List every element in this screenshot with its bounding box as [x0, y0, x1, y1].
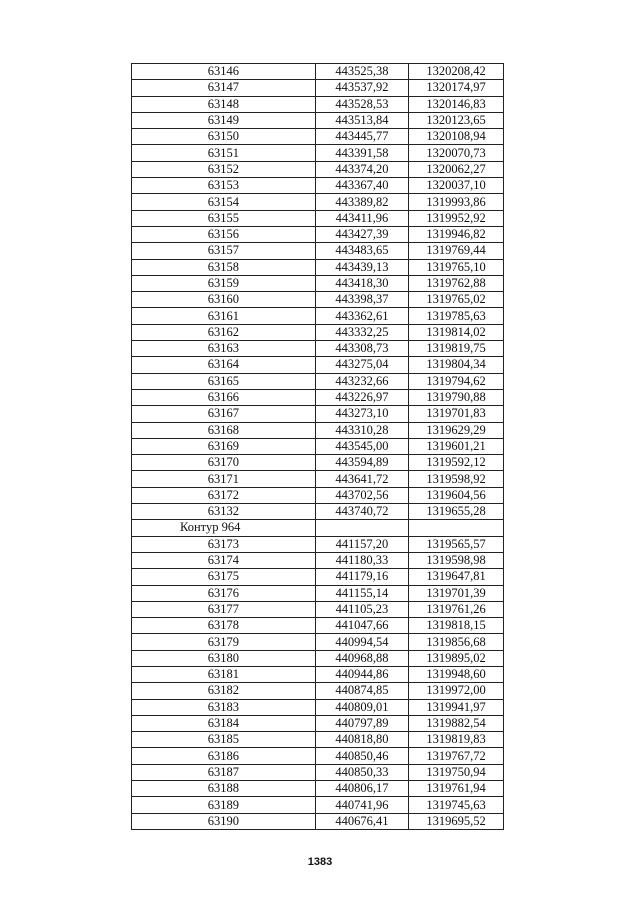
table-row — [132, 275, 504, 291]
x-coordinate-cell: 443308,73 — [315, 341, 408, 357]
point-id-cell: 63153 — [132, 178, 316, 194]
point-id-cell: 63149 — [132, 112, 316, 128]
table-row — [132, 438, 504, 454]
coordinate-table-body — [132, 64, 504, 830]
y-coordinate-cell: 1319818,15 — [409, 618, 504, 634]
point-id-cell: 63190 — [132, 813, 316, 829]
x-coordinate-cell: 443411,96 — [315, 210, 408, 226]
point-id-cell: 63163 — [132, 341, 316, 357]
x-coordinate-cell: 443545,00 — [315, 438, 408, 454]
empty-cell — [409, 520, 504, 536]
x-coordinate-cell: 443702,56 — [315, 487, 408, 503]
point-id-cell: 63189 — [132, 797, 316, 813]
point-id-cell: 63181 — [132, 666, 316, 682]
point-id-cell: 63188 — [132, 781, 316, 797]
point-id-cell: 63165 — [132, 373, 316, 389]
y-coordinate-cell: 1319993,86 — [409, 194, 504, 210]
x-coordinate-cell: 443226,97 — [315, 389, 408, 405]
table-row — [132, 194, 504, 210]
table-row — [132, 455, 504, 471]
table-row — [132, 699, 504, 715]
table-row — [132, 552, 504, 568]
point-id-cell: 63167 — [132, 406, 316, 422]
point-id-cell: 63176 — [132, 585, 316, 601]
table-row — [132, 748, 504, 764]
y-coordinate-cell: 1319762,88 — [409, 275, 504, 291]
x-coordinate-cell: 440741,96 — [315, 797, 408, 813]
y-coordinate-cell: 1319565,57 — [409, 536, 504, 552]
point-id-cell: 63160 — [132, 292, 316, 308]
x-coordinate-cell: 441180,33 — [315, 552, 408, 568]
table-row — [132, 715, 504, 731]
table-row — [132, 764, 504, 780]
section-header-row — [132, 520, 504, 536]
y-coordinate-cell: 1319604,56 — [409, 487, 504, 503]
table-row — [132, 226, 504, 242]
point-id-cell: 63170 — [132, 455, 316, 471]
table-row — [132, 324, 504, 340]
x-coordinate-cell: 443483,65 — [315, 243, 408, 259]
empty-cell — [315, 520, 408, 536]
x-coordinate-cell: 443427,39 — [315, 226, 408, 242]
x-coordinate-cell: 440994,54 — [315, 634, 408, 650]
point-id-cell: 63177 — [132, 601, 316, 617]
point-id-cell: 63166 — [132, 389, 316, 405]
point-id-cell: 63179 — [132, 634, 316, 650]
x-coordinate-cell: 443391,58 — [315, 145, 408, 161]
point-id-cell: 63162 — [132, 324, 316, 340]
table-row — [132, 373, 504, 389]
point-id-cell: 63152 — [132, 161, 316, 177]
y-coordinate-cell: 1319761,94 — [409, 781, 504, 797]
point-id-cell: 63186 — [132, 748, 316, 764]
table-row — [132, 80, 504, 96]
point-id-cell: 63148 — [132, 96, 316, 112]
x-coordinate-cell: 443513,84 — [315, 112, 408, 128]
y-coordinate-cell: 1319952,92 — [409, 210, 504, 226]
point-id-cell: 63157 — [132, 243, 316, 259]
y-coordinate-cell: 1319941,97 — [409, 699, 504, 715]
y-coordinate-cell: 1319701,83 — [409, 406, 504, 422]
table-row — [132, 112, 504, 128]
table-row — [132, 585, 504, 601]
x-coordinate-cell: 441047,66 — [315, 618, 408, 634]
point-id-cell: 63156 — [132, 226, 316, 242]
x-coordinate-cell: 443362,61 — [315, 308, 408, 324]
point-id-cell: 63132 — [132, 504, 316, 520]
page-number: 1383 — [307, 856, 333, 868]
x-coordinate-cell: 443641,72 — [315, 471, 408, 487]
y-coordinate-cell: 1319765,10 — [409, 259, 504, 275]
x-coordinate-cell: 443594,89 — [315, 455, 408, 471]
point-id-cell: 63159 — [132, 275, 316, 291]
point-id-cell: 63146 — [132, 64, 316, 80]
y-coordinate-cell: 1319765,02 — [409, 292, 504, 308]
y-coordinate-cell: 1319856,68 — [409, 634, 504, 650]
table-row — [132, 259, 504, 275]
table-row — [132, 422, 504, 438]
y-coordinate-cell: 1319819,75 — [409, 341, 504, 357]
y-coordinate-cell: 1319701,39 — [409, 585, 504, 601]
x-coordinate-cell: 440850,46 — [315, 748, 408, 764]
x-coordinate-cell: 443439,13 — [315, 259, 408, 275]
point-id-cell: 63173 — [132, 536, 316, 552]
table-row — [132, 813, 504, 829]
point-id-cell: 63178 — [132, 618, 316, 634]
y-coordinate-cell: 1320123,65 — [409, 112, 504, 128]
y-coordinate-cell: 1319785,63 — [409, 308, 504, 324]
point-id-cell: 63180 — [132, 650, 316, 666]
table-row — [132, 634, 504, 650]
point-id-cell: 63174 — [132, 552, 316, 568]
x-coordinate-cell: 443537,92 — [315, 80, 408, 96]
x-coordinate-cell: 440676,41 — [315, 813, 408, 829]
y-coordinate-cell: 1319592,12 — [409, 455, 504, 471]
x-coordinate-cell: 443367,40 — [315, 178, 408, 194]
y-coordinate-cell: 1319629,29 — [409, 422, 504, 438]
table-row — [132, 569, 504, 585]
x-coordinate-cell: 443310,28 — [315, 422, 408, 438]
x-coordinate-cell: 440850,33 — [315, 764, 408, 780]
y-coordinate-cell: 1319804,34 — [409, 357, 504, 373]
table-row — [132, 389, 504, 405]
y-coordinate-cell: 1319895,02 — [409, 650, 504, 666]
y-coordinate-cell: 1320070,73 — [409, 145, 504, 161]
y-coordinate-cell: 1319972,00 — [409, 683, 504, 699]
table-row — [132, 145, 504, 161]
y-coordinate-cell: 1319601,21 — [409, 438, 504, 454]
y-coordinate-cell: 1319819,83 — [409, 732, 504, 748]
table-row — [132, 292, 504, 308]
point-id-cell: 63164 — [132, 357, 316, 373]
y-coordinate-cell: 1319598,98 — [409, 552, 504, 568]
table-row — [132, 601, 504, 617]
table-row — [132, 797, 504, 813]
y-coordinate-cell: 1320146,83 — [409, 96, 504, 112]
table-row — [132, 308, 504, 324]
y-coordinate-cell: 1319814,02 — [409, 324, 504, 340]
x-coordinate-cell: 440968,88 — [315, 650, 408, 666]
point-id-cell: 63161 — [132, 308, 316, 324]
table-row — [132, 471, 504, 487]
y-coordinate-cell: 1319750,94 — [409, 764, 504, 780]
table-row — [132, 618, 504, 634]
point-id-cell: 63187 — [132, 764, 316, 780]
table-row — [132, 210, 504, 226]
point-id-cell: 63172 — [132, 487, 316, 503]
y-coordinate-cell: 1319761,26 — [409, 601, 504, 617]
y-coordinate-cell: 1319948,60 — [409, 666, 504, 682]
y-coordinate-cell: 1319794,62 — [409, 373, 504, 389]
point-id-cell: 63155 — [132, 210, 316, 226]
y-coordinate-cell: 1319946,82 — [409, 226, 504, 242]
table-row — [132, 536, 504, 552]
y-coordinate-cell: 1319882,54 — [409, 715, 504, 731]
coordinate-table — [131, 63, 504, 830]
x-coordinate-cell: 443273,10 — [315, 406, 408, 422]
point-id-cell: 63184 — [132, 715, 316, 731]
x-coordinate-cell: 440797,89 — [315, 715, 408, 731]
table-row — [132, 96, 504, 112]
y-coordinate-cell: 1319769,44 — [409, 243, 504, 259]
y-coordinate-cell: 1319598,92 — [409, 471, 504, 487]
x-coordinate-cell: 441157,20 — [315, 536, 408, 552]
x-coordinate-cell: 443275,04 — [315, 357, 408, 373]
table-row — [132, 504, 504, 520]
point-id-cell: 63154 — [132, 194, 316, 210]
y-coordinate-cell: 1319695,52 — [409, 813, 504, 829]
x-coordinate-cell: 441179,16 — [315, 569, 408, 585]
table-row — [132, 129, 504, 145]
x-coordinate-cell: 443418,30 — [315, 275, 408, 291]
x-coordinate-cell: 440809,01 — [315, 699, 408, 715]
point-id-cell: 63185 — [132, 732, 316, 748]
table-row — [132, 357, 504, 373]
x-coordinate-cell: 440944,86 — [315, 666, 408, 682]
point-id-cell: 63158 — [132, 259, 316, 275]
y-coordinate-cell: 1320108,94 — [409, 129, 504, 145]
x-coordinate-cell: 441105,23 — [315, 601, 408, 617]
table-row — [132, 650, 504, 666]
point-id-cell: 63183 — [132, 699, 316, 715]
table-row — [132, 161, 504, 177]
table-row — [132, 487, 504, 503]
y-coordinate-cell: 1319745,63 — [409, 797, 504, 813]
x-coordinate-cell: 443374,20 — [315, 161, 408, 177]
table-row — [132, 781, 504, 797]
table-row — [132, 243, 504, 259]
y-coordinate-cell: 1319647,81 — [409, 569, 504, 585]
x-coordinate-cell: 443525,38 — [315, 64, 408, 80]
point-id-cell: 63151 — [132, 145, 316, 161]
table-row — [132, 683, 504, 699]
x-coordinate-cell: 443398,37 — [315, 292, 408, 308]
y-coordinate-cell: 1319790,88 — [409, 389, 504, 405]
x-coordinate-cell: 443740,72 — [315, 504, 408, 520]
y-coordinate-cell: 1320174,97 — [409, 80, 504, 96]
x-coordinate-cell: 443445,77 — [315, 129, 408, 145]
point-id-cell: 63171 — [132, 471, 316, 487]
x-coordinate-cell: 441155,14 — [315, 585, 408, 601]
table-row — [132, 666, 504, 682]
table-row — [132, 406, 504, 422]
y-coordinate-cell: 1320208,42 — [409, 64, 504, 80]
y-coordinate-cell: 1320037,10 — [409, 178, 504, 194]
point-id-cell: 63182 — [132, 683, 316, 699]
x-coordinate-cell: 440818,80 — [315, 732, 408, 748]
x-coordinate-cell: 443389,82 — [315, 194, 408, 210]
x-coordinate-cell: 440806,17 — [315, 781, 408, 797]
table-row — [132, 341, 504, 357]
point-id-cell: 63175 — [132, 569, 316, 585]
y-coordinate-cell: 1319767,72 — [409, 748, 504, 764]
x-coordinate-cell: 440874,85 — [315, 683, 408, 699]
y-coordinate-cell: 1320062,27 — [409, 161, 504, 177]
table-row — [132, 64, 504, 80]
x-coordinate-cell: 443332,25 — [315, 324, 408, 340]
y-coordinate-cell: 1319655,28 — [409, 504, 504, 520]
table-row — [132, 178, 504, 194]
table-row — [132, 732, 504, 748]
x-coordinate-cell: 443232,66 — [315, 373, 408, 389]
x-coordinate-cell: 443528,53 — [315, 96, 408, 112]
point-id-cell: 63147 — [132, 80, 316, 96]
section-label: Контур 964 — [132, 520, 316, 536]
point-id-cell: 63150 — [132, 129, 316, 145]
point-id-cell: 63169 — [132, 438, 316, 454]
point-id-cell: 63168 — [132, 422, 316, 438]
